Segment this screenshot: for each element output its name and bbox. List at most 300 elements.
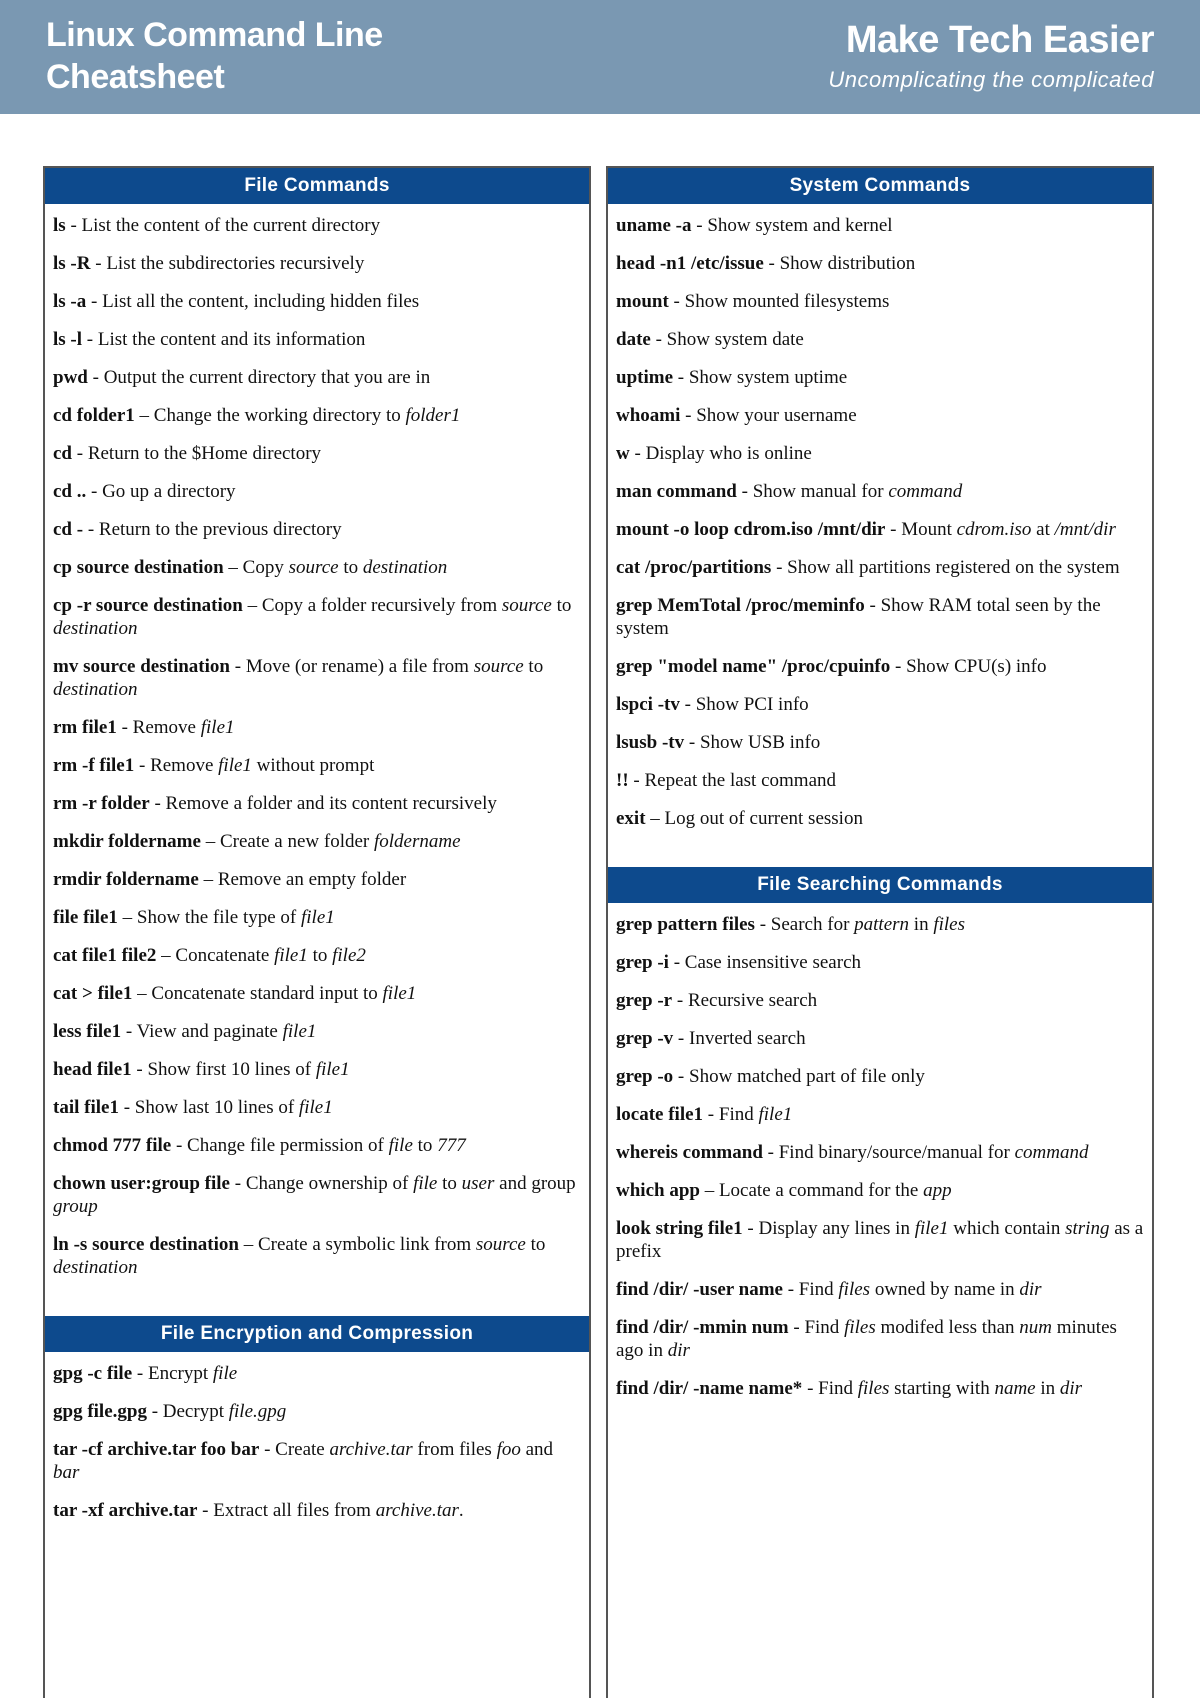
command-item <box>53 590 581 651</box>
command-description: List the content of the current directory <box>81 215 381 236</box>
separator: - <box>680 405 697 426</box>
command-emphasis: archive.tar <box>375 1500 459 1521</box>
command-name: find /dir/ -user name <box>616 1279 783 1300</box>
command-item <box>53 400 581 438</box>
command-description: Show all partitions registered on the system <box>787 557 1120 578</box>
command-description: List the subdirectories recursively <box>106 253 365 274</box>
section-spacer <box>45 1290 589 1316</box>
command-item <box>53 1168 581 1229</box>
command-item <box>616 248 1144 286</box>
separator: – <box>242 595 262 616</box>
command-item <box>53 712 581 750</box>
command-name: ln -s source destination <box>53 1234 239 1255</box>
command-emphasis: files <box>933 914 965 935</box>
command-emphasis: file1 <box>218 755 252 776</box>
command-description: Decrypt <box>162 1401 229 1422</box>
command-name: mkdir foldername <box>53 831 201 852</box>
separator: - <box>629 443 646 464</box>
command-emphasis: file1 <box>382 983 417 1004</box>
command-emphasis: group <box>53 1196 98 1217</box>
command-description: Repeat the last command <box>644 770 837 791</box>
command-item <box>616 1175 1144 1213</box>
page-title-line1: Linux Command Line <box>46 16 383 54</box>
command-item <box>616 324 1144 362</box>
command-description: Remove <box>132 717 201 738</box>
command-item <box>616 590 1144 651</box>
command-description: Remove <box>150 755 219 776</box>
command-emphasis: file.gpg <box>228 1401 287 1422</box>
command-emphasis: destination <box>53 1257 138 1278</box>
separator: – <box>134 405 154 426</box>
separator: - <box>87 367 104 388</box>
command-item <box>616 689 1144 727</box>
command-description: without prompt <box>251 755 375 776</box>
separator: - <box>802 1378 819 1399</box>
command-description: Show mounted filesystems <box>684 291 890 312</box>
separator: - <box>650 329 667 350</box>
command-emphasis: num <box>1019 1317 1052 1338</box>
command-emphasis: dir <box>1019 1279 1042 1300</box>
command-item <box>53 248 581 286</box>
command-description: in <box>1035 1378 1060 1399</box>
separator: - <box>82 329 98 350</box>
command-description: starting with <box>889 1378 995 1399</box>
command-description: from files <box>412 1439 497 1460</box>
separator: – <box>198 869 218 890</box>
command-emphasis: string <box>1065 1218 1110 1239</box>
command-name: cp -r source destination <box>53 595 243 616</box>
command-emphasis: foldername <box>374 831 461 852</box>
command-description: Show your username <box>696 405 857 426</box>
command-name: tail file1 <box>53 1097 119 1118</box>
command-description: minutes ago in <box>616 1317 1117 1361</box>
command-description: in <box>909 914 934 935</box>
separator: - <box>72 443 88 464</box>
command-item <box>616 552 1144 590</box>
command-emphasis: destination <box>362 557 448 578</box>
command-description: List the content and its information <box>97 329 366 350</box>
separator: - <box>885 519 902 540</box>
separator: - <box>673 1066 689 1087</box>
command-name: whereis command <box>616 1142 763 1163</box>
command-item <box>53 1054 581 1092</box>
separator: - <box>146 1401 163 1422</box>
command-description: Create a symbolic link from <box>257 1234 476 1255</box>
command-description: which contain <box>948 1218 1066 1239</box>
command-emphasis: cdrom.iso <box>956 519 1032 540</box>
command-emphasis: user <box>461 1173 495 1194</box>
command-description: Mount <box>901 519 957 540</box>
command-item <box>616 1213 1144 1274</box>
command-description: Display who is online <box>645 443 812 464</box>
separator: - <box>628 770 645 791</box>
command-item <box>53 940 581 978</box>
command-name: find /dir/ -mmin num <box>616 1317 789 1338</box>
command-item <box>53 864 581 902</box>
command-name: mount -o loop cdrom.iso /mnt/dir <box>616 519 886 540</box>
command-name: whoami <box>616 405 681 426</box>
command-name: ls <box>53 215 66 236</box>
command-description: Show USB info <box>699 732 821 753</box>
section-spacer <box>608 841 1152 867</box>
command-item <box>53 1016 581 1054</box>
separator: - <box>684 732 700 753</box>
command-emphasis: destination <box>53 679 138 700</box>
command-item <box>53 978 581 1016</box>
command-name: grep -r <box>616 990 673 1011</box>
command-name: cp source destination <box>53 557 224 578</box>
command-item <box>53 1396 581 1434</box>
brand-tagline: Uncomplicating the complicated <box>828 67 1154 92</box>
command-name: grep -v <box>616 1028 674 1049</box>
separator: - <box>668 952 685 973</box>
command-name: chmod 777 file <box>53 1135 172 1156</box>
command-item <box>616 985 1144 1023</box>
command-emphasis: name <box>994 1378 1036 1399</box>
command-description: Copy a folder recursively from <box>261 595 502 616</box>
command-description: Show CPU(s) info <box>906 656 1047 677</box>
separator: - <box>668 291 685 312</box>
command-emphasis: file <box>413 1173 438 1194</box>
command-description: Find binary/source/manual for <box>778 1142 1015 1163</box>
command-description: Show RAM total seen by the system <box>616 595 1101 639</box>
command-emphasis: file1 <box>282 1021 317 1042</box>
command-emphasis: command <box>888 481 963 502</box>
command-description: Move (or rename) a file from <box>245 656 474 677</box>
command-emphasis: dir <box>667 1340 690 1361</box>
command-name: rm -f file1 <box>53 755 135 776</box>
command-description: Display any lines in <box>758 1218 915 1239</box>
command-item <box>53 826 581 864</box>
command-name: head -n1 /etc/issue <box>616 253 764 274</box>
command-item <box>616 286 1144 324</box>
command-name: uptime <box>616 367 673 388</box>
command-name: pwd <box>53 367 88 388</box>
separator: - <box>132 1363 148 1384</box>
command-description: Find <box>718 1104 759 1125</box>
section-heading-file-commands: File Commands <box>45 168 589 204</box>
separator: – <box>200 831 220 852</box>
command-emphasis: source <box>501 595 552 616</box>
command-emphasis: file1 <box>914 1218 949 1239</box>
command-emphasis: /mnt/dir <box>1054 519 1116 540</box>
command-emphasis: files <box>857 1378 890 1399</box>
command-description: Show PCI info <box>695 694 809 715</box>
command-description: owned by name in <box>870 1279 1020 1300</box>
command-description: Find <box>804 1317 845 1338</box>
command-name: rm file1 <box>53 717 117 738</box>
command-item <box>616 210 1144 248</box>
command-description: and <box>520 1439 554 1460</box>
command-item <box>616 1137 1144 1175</box>
command-description: Change ownership of <box>245 1173 414 1194</box>
command-item <box>53 514 581 552</box>
left-column <box>43 166 591 1698</box>
system-commands-list <box>608 204 1152 841</box>
command-emphasis: source <box>288 557 339 578</box>
separator: - <box>890 656 907 677</box>
separator: - <box>131 1059 148 1080</box>
command-item <box>53 750 581 788</box>
command-emphasis: file <box>388 1135 413 1156</box>
command-item <box>616 909 1144 947</box>
command-description: Find <box>798 1279 839 1300</box>
page-title <box>46 14 383 98</box>
command-item <box>616 1099 1144 1137</box>
command-item <box>616 1312 1144 1373</box>
command-description: as a prefix <box>616 1218 1144 1262</box>
file-commands-list <box>45 204 589 1290</box>
command-description: Show manual for <box>752 481 889 502</box>
command-description: Log out of current session <box>664 808 863 829</box>
command-description: Show first 10 lines of <box>147 1059 316 1080</box>
command-item <box>616 947 1144 985</box>
command-description: at <box>1031 519 1055 540</box>
command-description: Search for <box>770 914 855 935</box>
separator: - <box>197 1500 214 1521</box>
command-description: to <box>523 656 544 677</box>
command-name: cd .. <box>53 481 87 502</box>
command-emphasis: file <box>212 1363 238 1384</box>
command-description: Show last 10 lines of <box>134 1097 299 1118</box>
command-name: !! <box>616 770 629 791</box>
separator: - <box>118 1097 135 1118</box>
command-description: to <box>551 595 572 616</box>
command-description: Recursive search <box>687 990 818 1011</box>
command-name: ls -a <box>53 291 87 312</box>
command-name: cat /proc/partitions <box>616 557 772 578</box>
separator: - <box>83 519 99 540</box>
command-item <box>616 1061 1144 1099</box>
command-description: Extract all files from <box>213 1500 376 1521</box>
command-description: Change the working directory to <box>153 405 406 426</box>
separator: - <box>90 253 107 274</box>
command-emphasis: source <box>475 1234 526 1255</box>
command-name: grep MemTotal /proc/meminfo <box>616 595 865 616</box>
command-emphasis: folder1 <box>405 405 461 426</box>
command-description: Remove a folder and its content recursively <box>165 793 497 814</box>
command-description: Show matched part of file only <box>689 1066 925 1087</box>
command-name: uname -a <box>616 215 692 236</box>
command-name: gpg file.gpg <box>53 1401 147 1422</box>
command-item <box>53 902 581 940</box>
command-name: cd - <box>53 519 84 540</box>
command-item <box>53 1358 581 1396</box>
section-heading-file-searching: File Searching Commands <box>608 867 1152 903</box>
brand-name: Make Tech Easier <box>845 19 1154 61</box>
separator: - <box>763 253 780 274</box>
separator: - <box>149 793 166 814</box>
command-emphasis: pattern <box>854 914 910 935</box>
separator: - <box>788 1317 805 1338</box>
command-name: which app <box>616 1180 700 1201</box>
command-description: Encrypt <box>147 1363 213 1384</box>
command-emphasis: command <box>1014 1142 1089 1163</box>
command-description: Locate a command for the <box>718 1180 924 1201</box>
command-name: cd folder1 <box>53 405 135 426</box>
separator: - <box>229 1173 246 1194</box>
separator: - <box>762 1142 779 1163</box>
command-description: Show system date <box>666 329 804 350</box>
command-item <box>616 438 1144 476</box>
command-item <box>616 362 1144 400</box>
command-name: file file1 <box>53 907 118 928</box>
separator: - <box>171 1135 188 1156</box>
command-item <box>616 1274 1144 1312</box>
command-name: man command <box>616 481 737 502</box>
command-description: to <box>525 1234 546 1255</box>
separator: - <box>86 481 103 502</box>
command-item <box>616 400 1144 438</box>
command-name: locate file1 <box>616 1104 704 1125</box>
command-description: List all the content, including hidden files <box>102 291 420 312</box>
command-emphasis: source <box>473 656 524 677</box>
command-item <box>616 651 1144 689</box>
separator: - <box>691 215 708 236</box>
command-name: ls -R <box>53 253 91 274</box>
command-item <box>53 1229 581 1290</box>
command-item <box>53 476 581 514</box>
separator: - <box>229 656 246 677</box>
command-emphasis: app <box>923 1180 952 1201</box>
command-item <box>616 476 1144 514</box>
section-heading-system-commands: System Commands <box>608 168 1152 204</box>
separator: - <box>672 990 688 1011</box>
command-item <box>53 552 581 590</box>
command-emphasis: file1 <box>298 1097 333 1118</box>
separator: - <box>782 1279 799 1300</box>
command-name: tar -xf archive.tar <box>53 1500 198 1521</box>
command-description: Change file permission of <box>187 1135 389 1156</box>
command-name: mv source destination <box>53 656 230 677</box>
separator: – <box>156 945 176 966</box>
separator: – <box>117 907 137 928</box>
command-name: ls -l <box>53 329 83 350</box>
command-name: gpg -c file <box>53 1363 133 1384</box>
command-name: rmdir foldername <box>53 869 199 890</box>
command-item <box>616 1023 1144 1061</box>
command-description: View and paginate <box>136 1021 283 1042</box>
command-description: Copy <box>242 557 289 578</box>
separator: - <box>673 367 689 388</box>
separator: – <box>223 557 243 578</box>
separator: – <box>132 983 152 1004</box>
separator: - <box>259 1439 276 1460</box>
command-name: cat > file1 <box>53 983 133 1004</box>
command-name: find /dir/ -name name* <box>616 1378 803 1399</box>
separator: - <box>742 1218 759 1239</box>
command-item <box>53 1130 581 1168</box>
command-description: modifed less than <box>875 1317 1020 1338</box>
command-description: . <box>458 1500 464 1521</box>
command-item <box>53 788 581 826</box>
command-description: to <box>437 1173 462 1194</box>
command-description: Case insensitive search <box>684 952 862 973</box>
file-searching-list <box>608 903 1152 1411</box>
separator: - <box>754 914 771 935</box>
separator: - <box>673 1028 689 1049</box>
command-emphasis: 777 <box>437 1135 466 1156</box>
command-description: Show the file type of <box>136 907 301 928</box>
command-name: rm -r folder <box>53 793 150 814</box>
command-name: exit <box>616 808 646 829</box>
command-emphasis: archive.tar <box>329 1439 413 1460</box>
command-item <box>53 651 581 712</box>
command-description: Inverted search <box>689 1028 806 1049</box>
command-description: Return to the previous directory <box>98 519 342 540</box>
separator: - <box>864 595 881 616</box>
command-description: to <box>412 1135 438 1156</box>
separator: - <box>121 1021 137 1042</box>
command-description: Create a new folder <box>219 831 374 852</box>
separator: - <box>86 291 103 312</box>
right-column <box>606 166 1154 1698</box>
command-description: Go up a directory <box>102 481 236 502</box>
separator: - <box>771 557 788 578</box>
command-name: w <box>616 443 630 464</box>
command-name: head file1 <box>53 1059 132 1080</box>
separator: - <box>703 1104 719 1125</box>
command-description: Output the current directory that you are in <box>103 367 431 388</box>
command-emphasis: files <box>838 1279 871 1300</box>
separator: - <box>679 694 696 715</box>
command-description: Show system uptime <box>688 367 848 388</box>
command-item <box>53 324 581 362</box>
command-item <box>53 286 581 324</box>
command-emphasis: files <box>844 1317 876 1338</box>
command-name: tar -cf archive.tar foo bar <box>53 1439 260 1460</box>
encryption-list <box>45 1352 589 1533</box>
separator: - <box>134 755 151 776</box>
command-emphasis: file1 <box>200 717 235 738</box>
command-description: Show distribution <box>779 253 916 274</box>
command-emphasis: bar <box>53 1462 80 1483</box>
command-name: chown user:group file <box>53 1173 230 1194</box>
separator: - <box>116 717 133 738</box>
command-name: date <box>616 329 651 350</box>
command-name: grep -i <box>616 952 669 973</box>
separator: – <box>238 1234 258 1255</box>
command-item <box>616 727 1144 765</box>
command-description: Concatenate standard input to <box>151 983 383 1004</box>
command-item <box>53 1434 581 1495</box>
command-item <box>616 765 1144 803</box>
command-description: Create <box>275 1439 330 1460</box>
command-description: Concatenate <box>175 945 275 966</box>
separator: - <box>65 215 82 236</box>
command-item <box>53 362 581 400</box>
command-item <box>53 1495 581 1533</box>
command-item <box>616 1373 1144 1411</box>
command-description: Show system and kernel <box>707 215 893 236</box>
section-heading-encryption: File Encryption and Compression <box>45 1316 589 1352</box>
command-emphasis: foo <box>496 1439 521 1460</box>
command-name: lsusb -tv <box>616 732 685 753</box>
command-name: less file1 <box>53 1021 122 1042</box>
command-emphasis: destination <box>53 618 138 639</box>
command-item <box>53 438 581 476</box>
command-name: grep -o <box>616 1066 674 1087</box>
command-name: look string file1 <box>616 1218 743 1239</box>
command-name: cat file1 file2 <box>53 945 157 966</box>
command-description: Remove an empty folder <box>217 869 407 890</box>
command-emphasis: dir <box>1059 1378 1083 1399</box>
command-item <box>53 1092 581 1130</box>
command-item <box>616 514 1144 552</box>
command-name: grep pattern files <box>616 914 755 935</box>
command-item <box>616 803 1144 841</box>
command-name: lspci -tv <box>616 694 680 715</box>
